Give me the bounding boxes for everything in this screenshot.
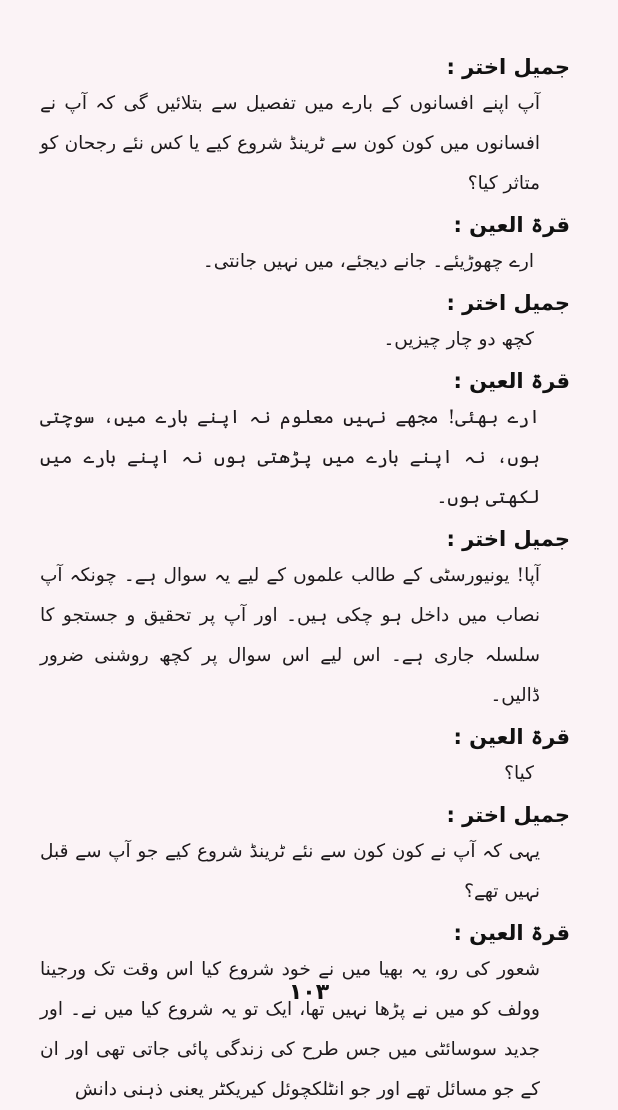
dialogue-entry xyxy=(40,720,574,794)
speaker-label: جمیل اختر : xyxy=(446,527,570,551)
dialogue-entry xyxy=(40,50,574,204)
dialogue-entry xyxy=(40,798,574,912)
speech-text: کچھ دو چار چیزیں۔ xyxy=(383,329,534,350)
speech-text: شعور کی رو، یہ بھیا میں نے خود شروع کیا اس وقت تک ورجینا وولف کو میں نے پڑھا نہیں تھا، ایک تو یہ شروع کیا میں نے۔ اور جدید سوسائٹی میں جس طرح کی زندگی پائی جاتی تھی اور ان کے جو مسائل تھے اور جو انٹلکچوئل کیریکٹر یعنی ذہنی دانش xyxy=(40,959,540,1100)
speech-text: آپ اپنے افسانوں کے بارے میں تفصیل سے بتلائیں گی کہ آپ نے افسانوں میں کون کون سے ٹرینڈ شروع کیے یا کس نئے رجحان کو متاثر کیا؟ xyxy=(40,93,540,194)
dialogue-entry xyxy=(40,286,574,360)
speaker-label: جمیل اختر : xyxy=(446,55,570,79)
dialogue-entry xyxy=(40,522,574,716)
speaker-label: قرۃ العین : xyxy=(453,921,570,945)
speaker-label: جمیل اختر : xyxy=(446,803,570,827)
speech-text: کیا؟ xyxy=(504,763,534,784)
speech-text: ارے بھئی! مجھے نہیں معلوم نہ اپنے بارے میں، سوچتی ہوں، نہ اپنے بارے میں پڑھتی ہوں نہ اپنے بارے میں لکھتی ہوں۔ xyxy=(40,407,540,508)
dialogue-entry xyxy=(40,916,574,1110)
speaker-label: قرۃ العین : xyxy=(453,369,570,393)
speech-text: ارے چھوڑیئے۔ جانے دیجئے، میں نہیں جانتی۔ xyxy=(202,251,534,272)
speaker-label: قرۃ العین : xyxy=(453,213,570,237)
page-number: ۱۰۳ xyxy=(288,980,330,1005)
dialogue-entry xyxy=(40,364,574,518)
speech-text: آپا! یونیورسٹی کے طالب علموں کے لیے یہ سوال ہے۔ چونکہ آپ نصاب میں داخل ہو چکی ہیں۔ اور آپ پر تحقیق و جستجو کا سلسلہ جاری ہے۔ اس لیے اس سوال پر کچھ روشنی ضرور ڈالیں۔ xyxy=(40,565,540,706)
speaker-label: جمیل اختر : xyxy=(446,291,570,315)
speaker-label: قرۃ العین : xyxy=(453,725,570,749)
speech-text: یہی کہ آپ نے کون کون سے نئے ٹرینڈ شروع کیے جو آپ سے قبل نہیں تھے؟ xyxy=(40,841,540,902)
dialogue-entry xyxy=(40,208,574,282)
